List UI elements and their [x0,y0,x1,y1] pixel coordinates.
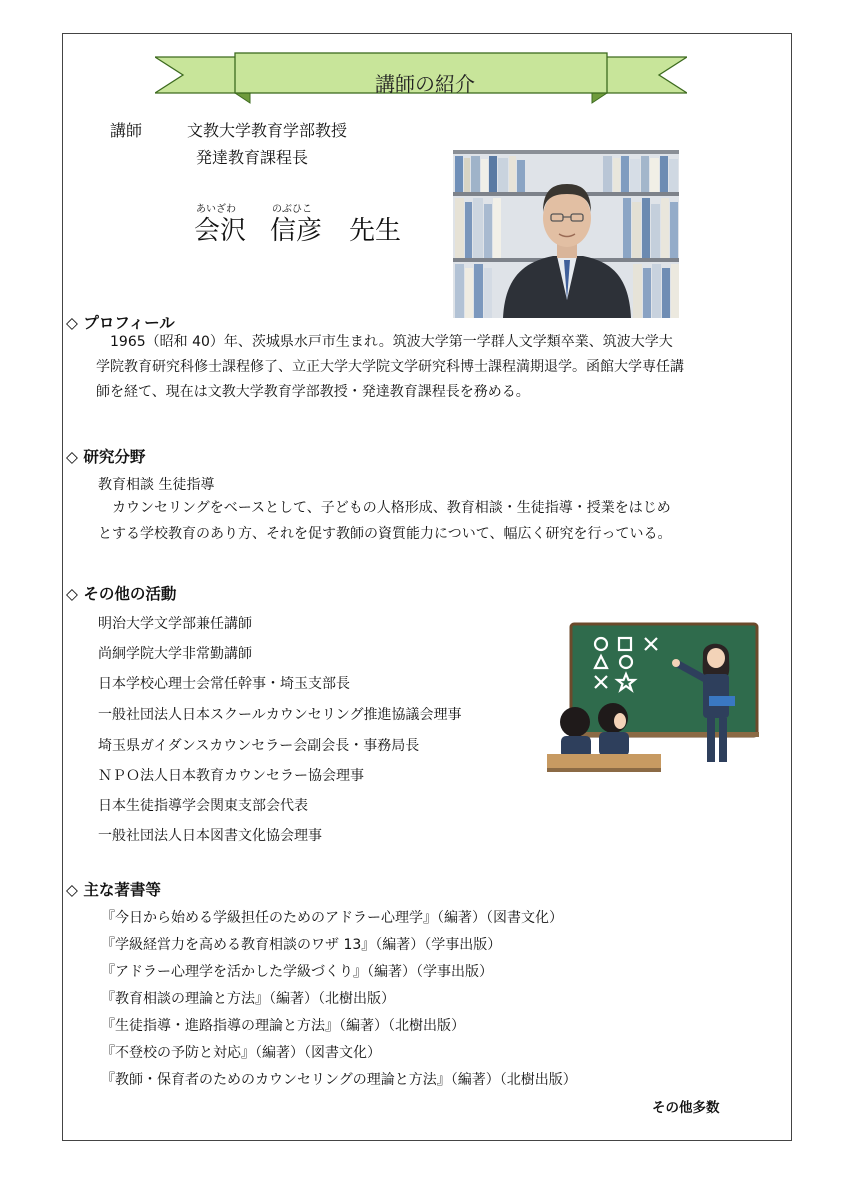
ruby-given-name: のぶひこ [272,204,312,215]
activity-item: ＮＰＯ法人日本教育カウンセラー協会理事 [98,768,364,784]
research-line: とする学校教育のあり方、それを促す教師の資質能力について、幅広く研究を行っている。 [98,526,672,542]
activity-item: 一般社団法人日本図書文化協会理事 [98,828,322,844]
lecturer-family-name: 会沢 [194,216,247,246]
activity-item: 日本学校心理士会常任幹事・埼玉支部長 [98,676,350,692]
activity-item: 尚絅学院大学非常勤講師 [98,646,252,662]
activities-heading: ◇ その他の活動 [66,585,177,603]
book-item: 『不登校の予防と対応』（編著）（図書文化） [101,1045,381,1061]
banner-title: 講師の紹介 [375,72,475,96]
profile-line: 師を経て、現在は文教大学教育学部教授・発達教育課程長を務める。 [96,384,530,400]
book-item: 『教育相談の理論と方法』（編著）（北樹出版） [101,991,395,1007]
research-fields: 教育相談 生徒指導 [98,477,215,493]
ruby-family-name: あいざわ [196,204,236,215]
lecturer-given-name: 信彦 [270,216,323,246]
book-item: 『学級経営力を高める教育相談のワザ 13』（編著）（学事出版） [101,937,502,953]
research-heading: ◇ 研究分野 [66,448,146,466]
activity-item: 明治大学文学部兼任講師 [98,616,252,632]
books-heading: ◇ 主な著書等 [66,881,161,899]
books-footer: その他多数 [652,1100,720,1116]
profile-line: 学院教育研究科修士課程修了、立正大学大学院文学研究科博士課程満期退学。函館大学専任講 [96,359,684,375]
activity-item: 一般社団法人日本スクールカウンセリング推進協議会理事 [98,707,462,723]
activity-item: 日本生徒指導学会関東支部会代表 [98,798,308,814]
lecturer-role-label: 講師 [110,121,143,140]
profile-heading: ◇ プロフィール [66,314,175,332]
lecturer-position-2: 発達教育課程長 [196,148,309,167]
lecturer-honorific: 先生 [349,216,402,246]
lecturer-position-1: 文教大学教育学部教授 [187,121,348,140]
book-item: 『生徒指導・進路指導の理論と方法』（編著）（北樹出版） [101,1018,465,1034]
classroom-illustration [543,620,765,776]
portrait-photo [453,150,679,318]
research-line: カウンセリングをベースとして、子どもの人格形成、教育相談・生徒指導・授業をはじめ [98,500,671,516]
book-item: 『教師・保育者のためのカウンセリングの理論と方法』（編著）（北樹出版） [101,1072,577,1088]
activity-item: 埼玉県ガイダンスカウンセラー会副会長・事務局長 [98,738,420,754]
book-item: 『今日から始める学級担任のためのアドラー心理学』（編著）（図書文化） [101,910,563,926]
book-item: 『アドラー心理学を活かした学級づくり』（編著）（学事出版） [101,964,493,980]
profile-line: 1965（昭和 40）年、茨城県水戸市生まれ。筑波大学第一学群人文学類卒業、筑波大学大 [96,334,673,350]
